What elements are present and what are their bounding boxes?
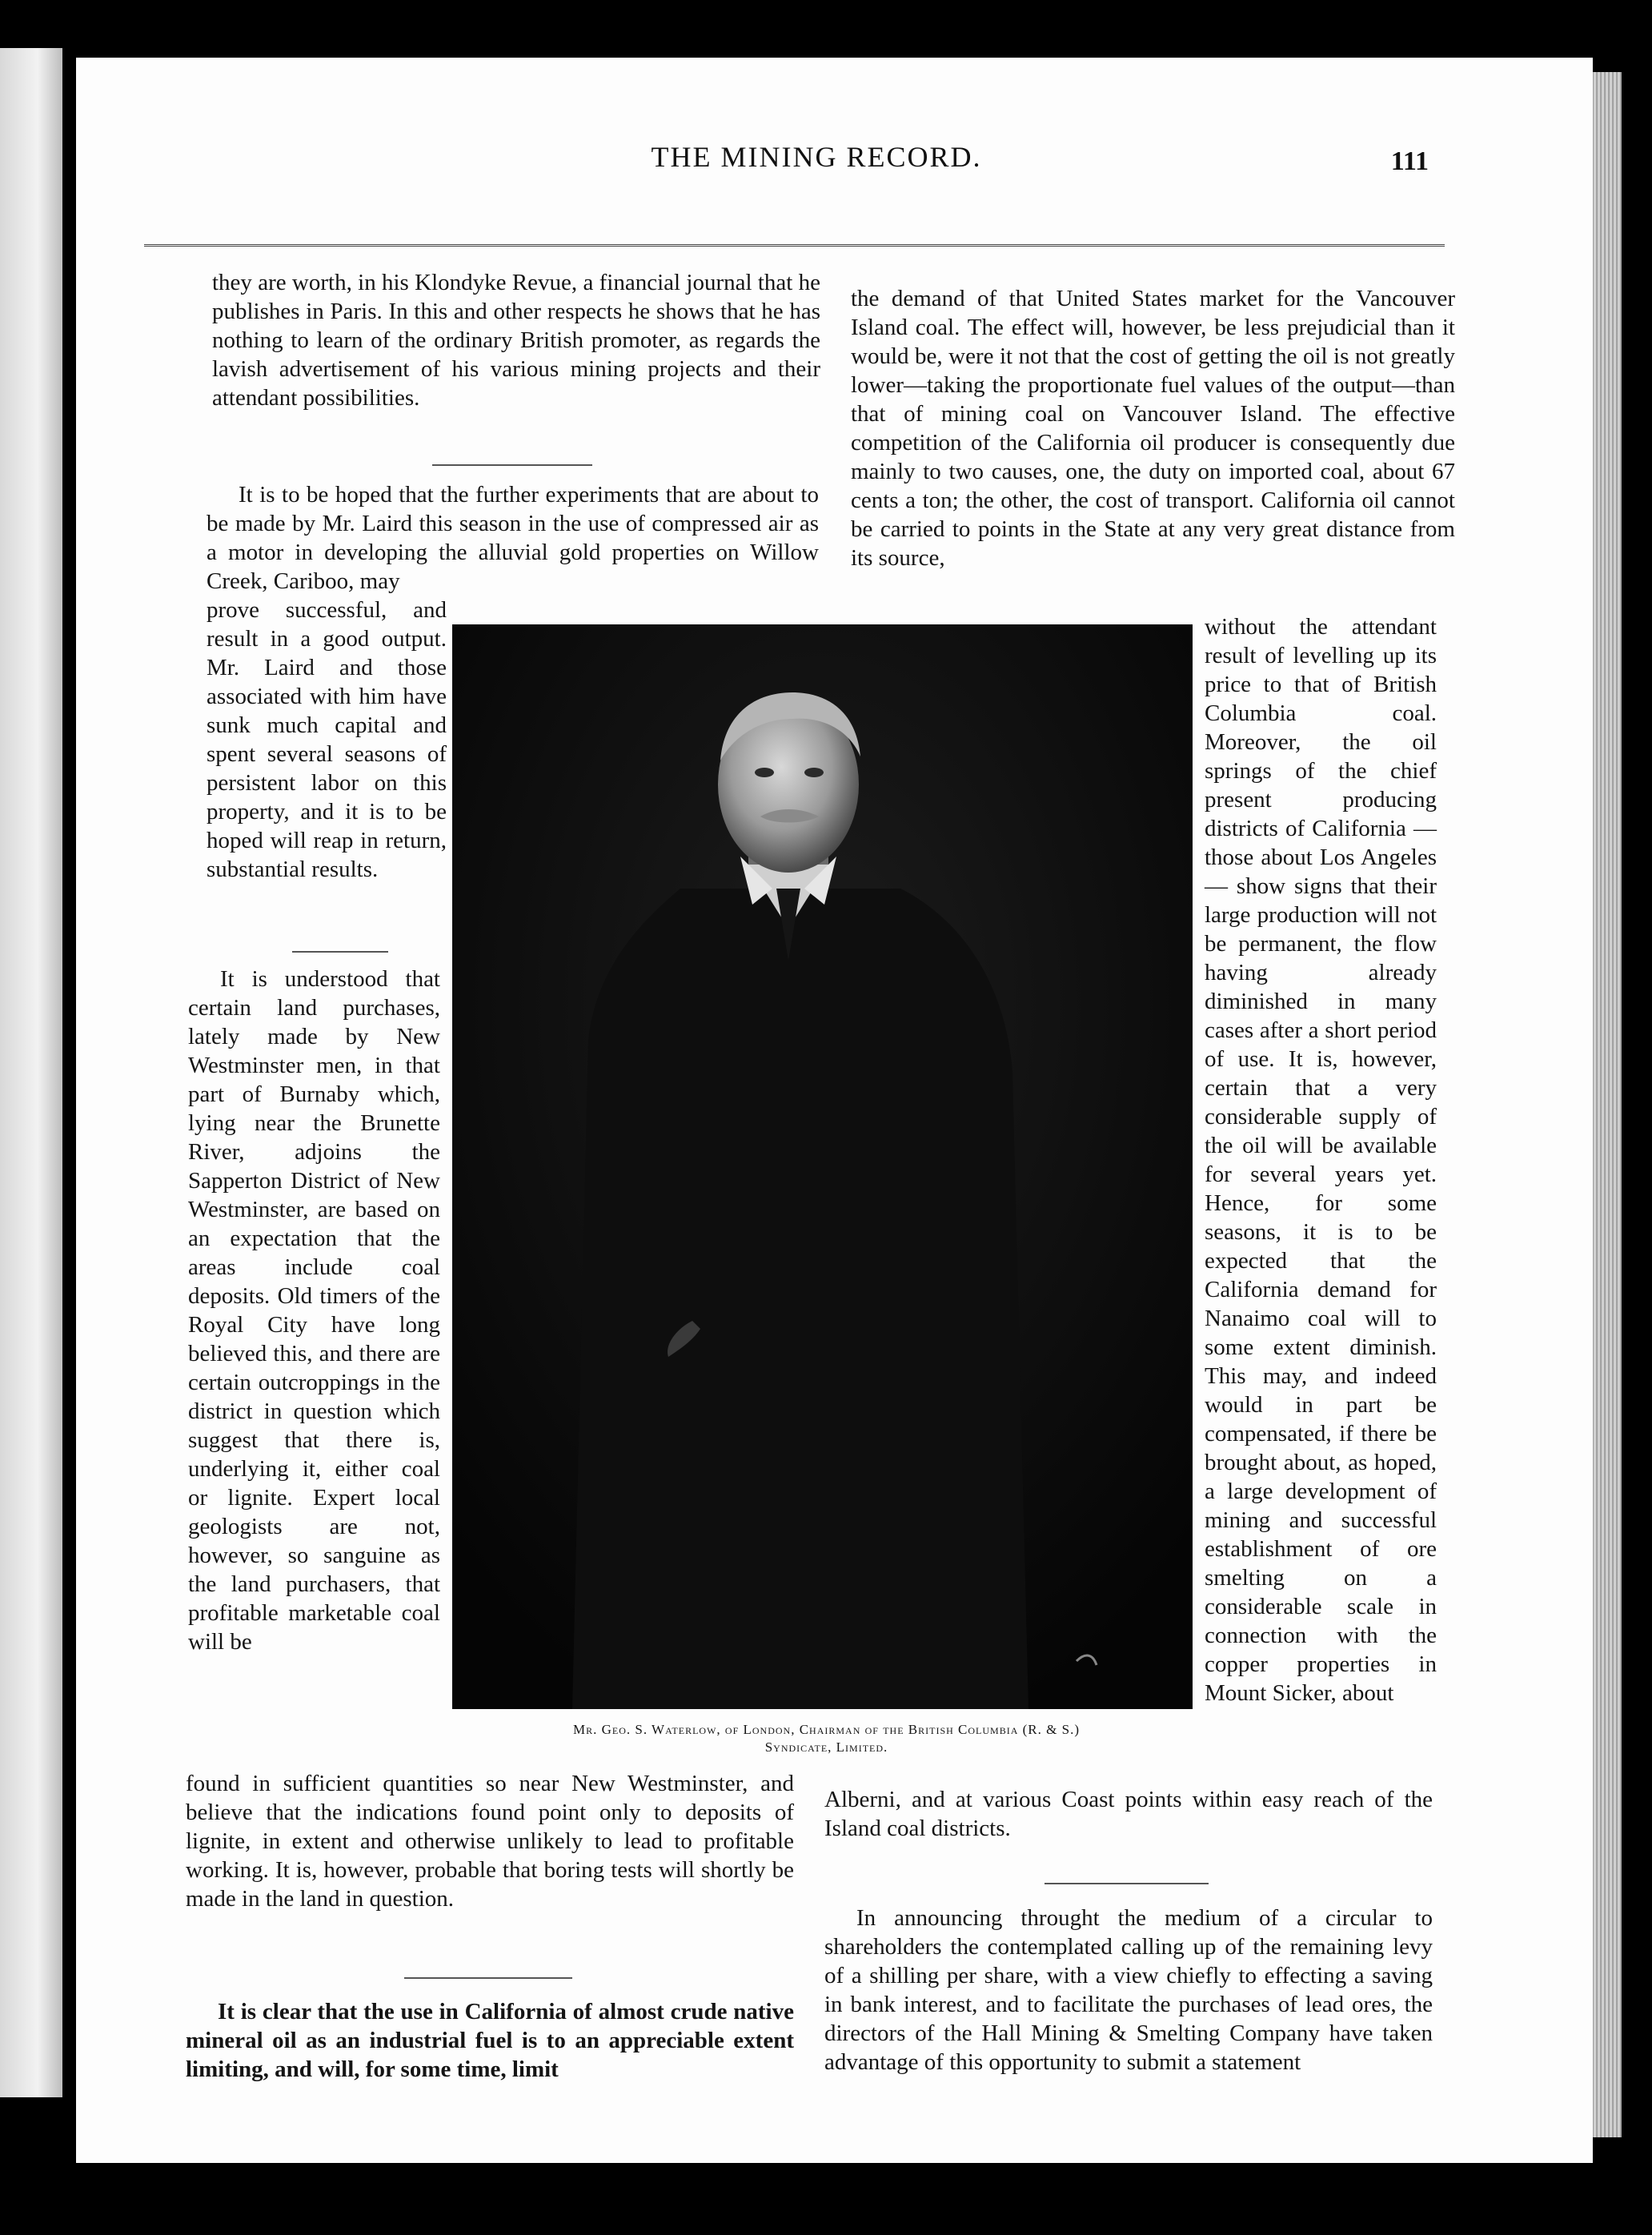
left-paragraph-klondyke: they are worth, in his Klondyke Revue, a financial journal that he publishes in Paris. In this and other respects he shows that he has nothing to learn of the ordinary British promoter, as regards the lavish advertisement of his various mining projects and their attendant possibilities. [212,270,820,411]
left-paragraph-laird-full: It is to be hoped that the further experiments that are about to be made by Mr. Laird this season in the use of compressed air as a motor in developing the alluvial gold properties on Willow Creek, Cariboo, may [206,482,819,594]
running-head-title: THE MINING RECORD. [651,141,982,173]
right-paragraph-demand-full: the demand of that United States market for the Vancouver Island coal. The effect will, however, be less prejudicial than it would be, were it not that the cost of getting the oil is not greatly lower—taking the proportionate fuel values of the output—than that of mining coal on Vancouver Island. The effective competition of the California oil producer is consequently due mainly to two causes, one, the duty on imported coal, about 67 cents a ton; the other, the cost of transport. California oil cannot be carried to points in the State at any very great distance from its source, [851,286,1455,571]
left-paragraph-burnaby-full: found in sufficient quantities so near New Westminster, and believe that the indications found point only to deposits of lignite, in extent and otherwise unlikely to lead to profitable working. It is, however, probable that boring tests will shortly be made in the land in question. [186,1771,794,1912]
portrait-figure [452,624,1193,1709]
photo-caption-line-1: Mr. Geo. S. Waterlow, of London, Chairman of the British Columbia (R. & S.) [573,1722,1080,1737]
left-paragraph-burnaby-narrow: It is understood that certain land purchases, lately made by New Westminster men, in that part of Burnaby which, lying near the Brunette River, adjoins the Sapperton District of New Westminster, are based on an expectation that the areas include coal deposits. Old timers of the Royal City have long believed this, and there are certain outcroppings in the district in question which suggest that there is, underlying it, either coal or lignite. Expert local geologists are not, however, so sanguine as the land purchasers, that profitable marketable coal will be [188,966,440,1655]
left-paragraph-california-oil: It is clear that the use in California of almost crude native mineral oil as an industrial fuel is to an appreciable extent limiting, and will, for some time, limit [186,1999,794,2082]
page-stack-edge [1593,72,1622,2137]
header-rule [144,244,1445,247]
section-divider [432,464,592,466]
book-left-page-edge [0,48,62,2097]
section-divider [1045,1883,1209,1884]
right-paragraph-hall-mining: In announcing throught the medium of a circular to shareholders the contemplated calling up of the remaining levy of a shilling per share, with a view chiefly to effecting a saving in bank interest, and to facilitate the purchases of lead ores, the directors of the Hall Mining & Smelting Company have taken advantage of this opportunity to submit a statement [824,1905,1433,2075]
section-divider [292,951,388,953]
photo-caption-line-2: Syndicate, Limited. [764,1739,888,1755]
portrait-photograph [452,624,1193,1709]
section-divider [404,1977,572,1979]
right-paragraph-demand-end: Alberni, and at various Coast points within easy reach of the Island coal districts. [824,1787,1433,1841]
right-paragraph-demand-narrow: without the attendant result of levelling up its price to that of British Columbia coal. Moreover, the oil springs of the chief present producing districts of California — those about Los Angeles — show signs that their large production will not be permanent, the flow having already diminished in many cases after a short period of use. It is, however, certain that a very considerable supply of the oil will be available for several years yet. Hence, for some seasons, it is to be expected that the California demand for Nanaimo coal will to some extent diminish. This may, and indeed would in part be compensated, if there be brought about, as hoped, a large development of mining and successful establishment of ore smelting on a considerable scale in connection with the copper properties in Mount Sicker, about [1205,614,1437,1706]
photo-caption [448,1721,1205,1756]
left-paragraph-laird-narrow: prove successful, and result in a good output. Mr. Laird and those associated with him have sunk much capital and spent several seasons of persistent labor on this property, and it is to be hoped will reap in return, substantial results. [206,597,447,882]
page-number: 111 [1390,146,1429,176]
